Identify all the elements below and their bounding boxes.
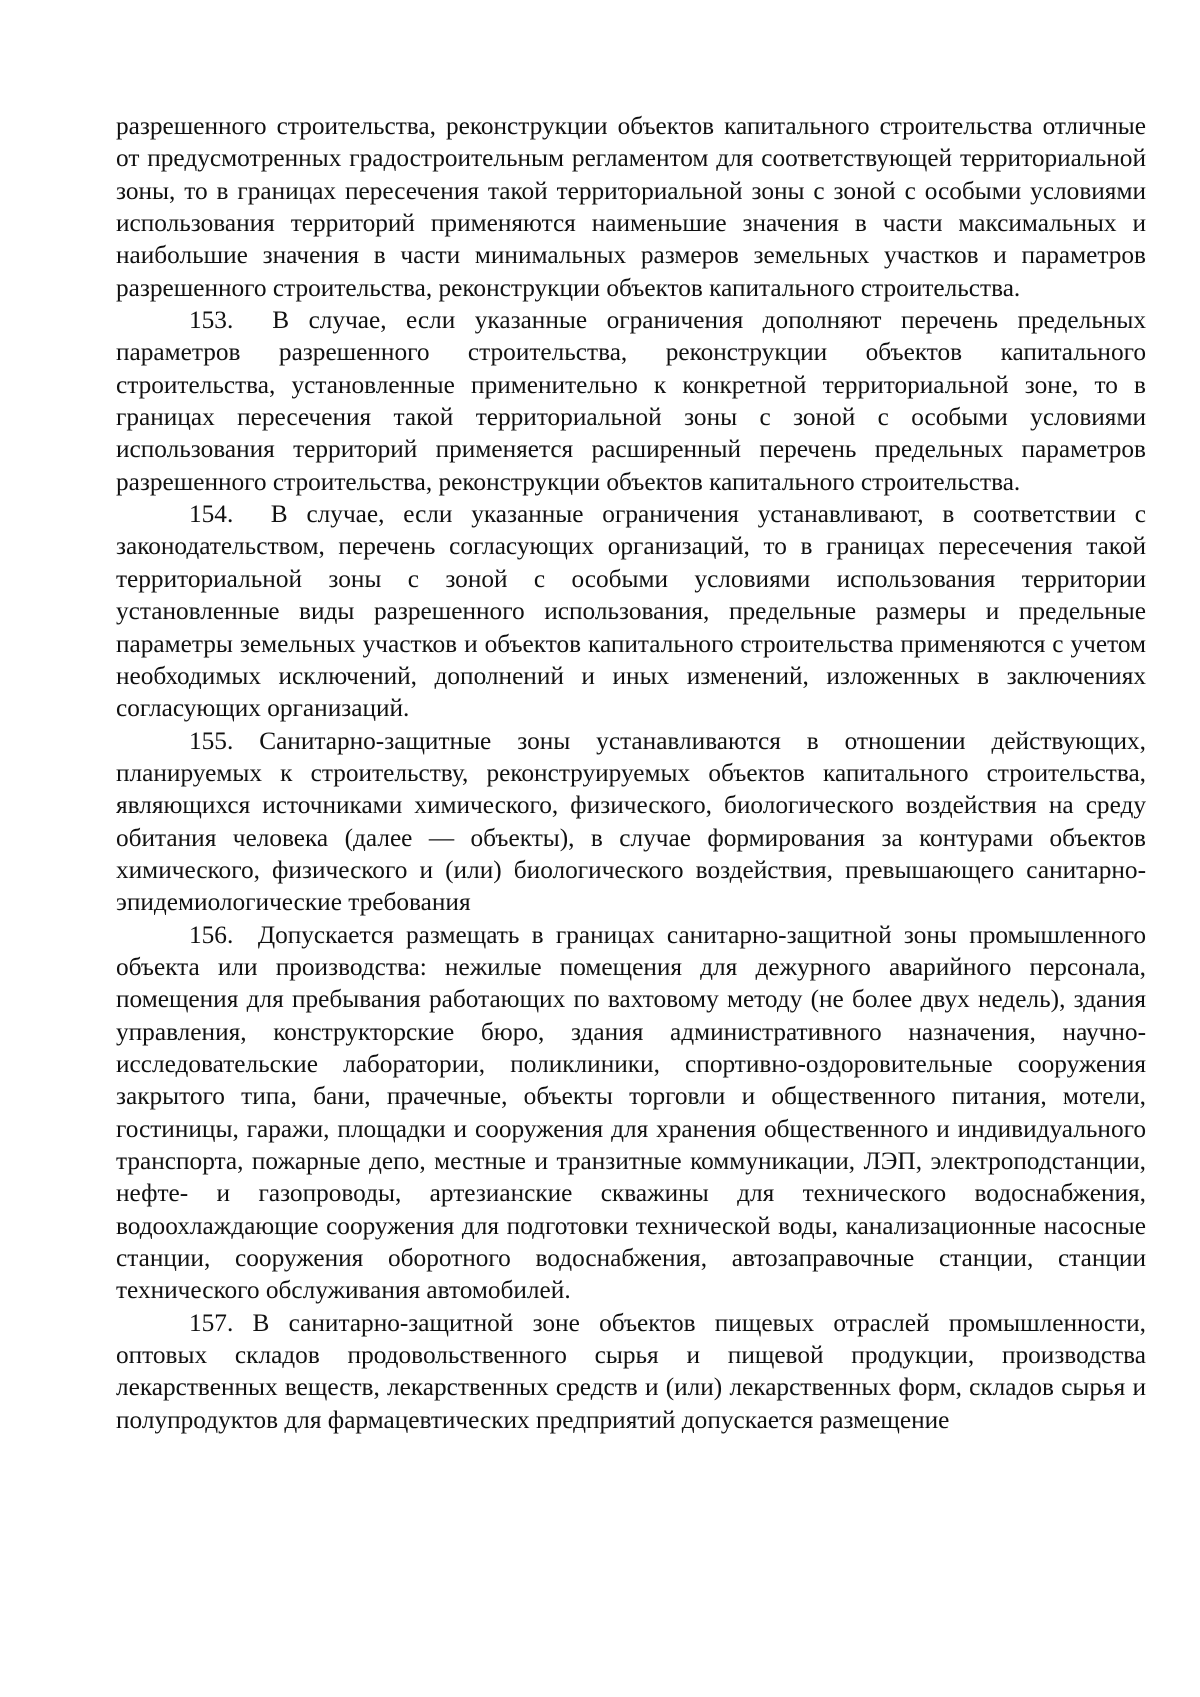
paragraph-156: 156. Допускается размещать в границах санитарно-защитной зоны промышленного объекта или производства: нежилые помещения для дежурного аварийного персонала, помещения для пребывания работающих по вахтовому методу (не более двух недель), здания управления, конструкторские бюро, здания административного назначения, научно-исследовательские лаборатории, поликлиники, спортивно-оздоровительные сооружения закрытого типа, бани, прачечные, объекты торговли и общественного питания, мотели, гостиницы, гаражи, площадки и сооружения для хранения общественного и индивидуального транспорта, пожарные депо, местные и транзитные коммуникации, ЛЭП, электроподстанции, нефте- и газопроводы, артезианские скважины для технического водоснабжения, водоохлаждающие сооружения для подготовки технической воды, канализационные насосные станции, сооружения оборотного водоснабжения, автозаправочные станции, станции технического обслуживания автомобилей.	[116, 920, 1146, 1305]
paragraph-153: 153. В случае, если указанные ограничения дополняют перечень предельных параметров разрешенного строительства, реконструкции объектов капитального строительства, установленные применительно к конкретной территориальной зоне, то в границах пересечения такой территориальной зоны с зоной с особыми условиями использования территорий применяется расширенный перечень предельных параметров разрешенного строительства, реконструкции объектов капитального строительства.	[116, 306, 1146, 496]
paragraph-157: 157. В санитарно-защитной зоне объектов пищевых отраслей промышленности, оптовых складов продовольственного сырья и пищевой продукции, производства лекарственных веществ, лекарственных средств и (или) лекарственных форм, складов сырья и полупродуктов для фармацевтических предприятий допускается размещение	[116, 1308, 1146, 1434]
paragraph-154: 154. В случае, если указанные ограничения устанавливают, в соответствии с законодательством, перечень согласующих организаций, то в границах пересечения такой территориальной зоны с зоной с особыми условиями использования территории установленные виды разрешенного использования, предельные размеры и предельные параметры земельных участков и объектов капитального строительства применяются с учетом необходимых исключений, дополнений и иных изменений, изложенных в заключениях согласующих организаций.	[116, 500, 1146, 723]
document-page	[116, 110, 1146, 1436]
paragraph-155: 155. Санитарно-защитные зоны устанавливаются в отношении действующих, планируемых к строительству, реконструируемых объектов капитального строительства, являющихся источниками химического, физического, биологического воздействия на среду обитания человека (далее — объекты), в случае формирования за контурами объектов химического, физического и (или) биологического воздействия, превышающего санитарно-эпидемиологические требования	[116, 726, 1146, 917]
paragraph-continuation: разрешенного строительства, реконструкции объектов капитального строительства отличные от предусмотренных градостроительным регламентом для соответствующей территориальной зоны, то в границах пересечения такой территориальной зоны с зоной с особыми условиями использования территорий применяются наименьшие значения в части максимальных и наибольшие значения в части минимальных размеров земельных участков и параметров разрешенного строительства, реконструкции объектов капитального строительства.	[116, 112, 1146, 302]
